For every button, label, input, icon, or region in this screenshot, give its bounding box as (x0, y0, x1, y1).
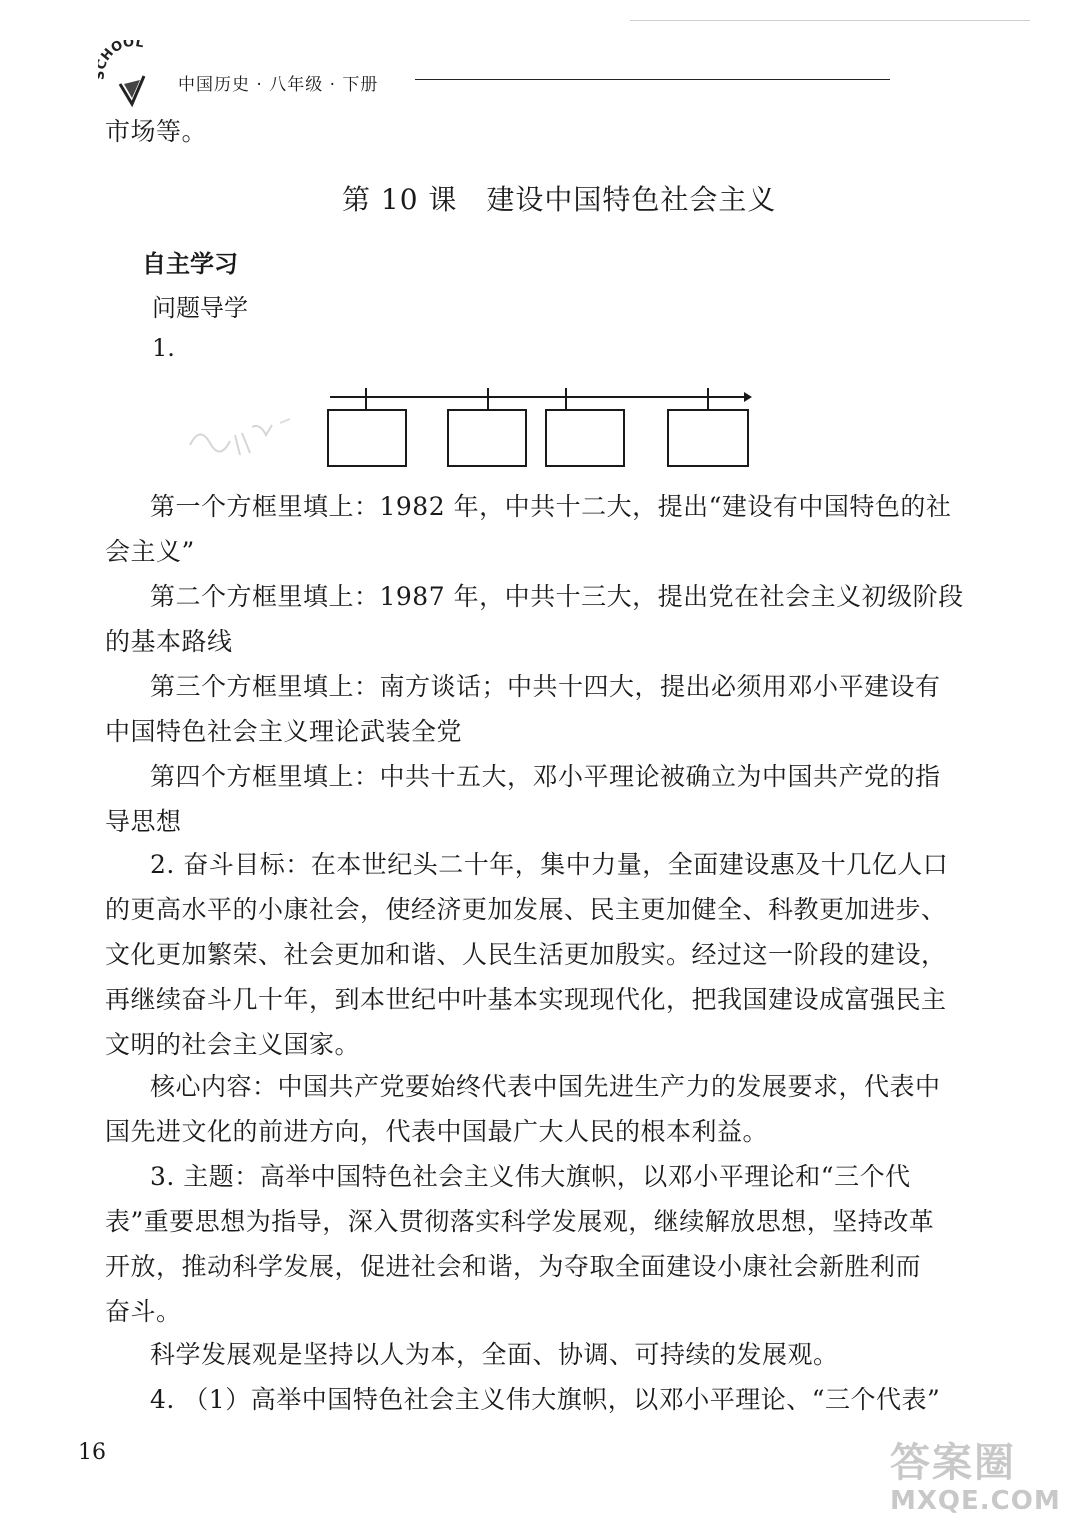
timeline-box-1 (328, 410, 406, 466)
timeline-box-2 (448, 410, 526, 466)
answer-1-line-1: 第一个方框里填上：1982 年，中共十二大，提出“建设有中国特色的社 (150, 492, 952, 521)
answer-4-line-2: 导思想 (105, 807, 182, 836)
question-3-line-1: 3. 主题：高举中国特色社会主义伟大旗帜，以邓小平理论和“三个代 (150, 1162, 911, 1191)
answer-3-line-1: 第三个方框里填上：南方谈话；中共十四大，提出必须用邓小平建设有 (150, 672, 941, 701)
scientific-development-line: 科学发展观是坚持以人为本，全面、协调、可持续的发展观。 (150, 1340, 839, 1369)
section-heading: 自主学习 (142, 250, 238, 278)
subsection-heading: 问题导学 (152, 294, 248, 322)
question-2-line-2: 的更高水平的小康社会，使经济更加发展、民主更加健全、科教更加进步、 (105, 895, 947, 924)
logo-text: HOOL (98, 40, 145, 64)
lesson-title: 第 10 课 建设中国特色社会主义 (342, 183, 777, 216)
timeline-arrowhead (744, 392, 752, 402)
top-faint-rule (630, 20, 1030, 21)
core-content-line-1: 核心内容：中国共产党要始终代表中国先进生产力的发展要求，代表中 (150, 1072, 941, 1101)
question-1-label: 1. (152, 334, 175, 362)
school-logo-icon (98, 40, 168, 110)
continuation-line: 市场等。 (105, 117, 208, 146)
watermark (890, 1440, 1060, 1530)
question-2-line-1: 2. 奋斗目标：在本世纪头二十年，集中力量，全面建设惠及十几亿人口 (150, 850, 949, 879)
question-3-line-3: 开放，推动科学发展，促进社会和谐，为夺取全面建设小康社会新胜利而 (105, 1252, 922, 1281)
question-3-line-4: 奋斗。 (105, 1297, 182, 1326)
question-2-line-5: 文明的社会主义国家。 (105, 1030, 361, 1059)
school-logo (98, 40, 168, 110)
answer-3-line-2: 中国特色社会主义理论武装全党 (105, 717, 463, 746)
pencil-scribble (180, 405, 300, 465)
core-content-line-2: 国先进文化的前进方向，代表中国最广大人民的根本利益。 (105, 1117, 769, 1146)
answer-4-line-1: 第四个方框里填上：中共十五大，邓小平理论被确立为中国共产党的指 (150, 762, 941, 791)
question-2-line-3: 文化更加繁荣、社会更加和谐、人民生活更加殷实。经过这一阶段的建设， (105, 940, 947, 969)
question-4-line-1: 4. （1）高举中国特色社会主义伟大旗帜，以邓小平理论、“三个代表” (150, 1385, 941, 1414)
header-rule (415, 79, 890, 80)
watermark-bottom: MXQE.COM (890, 1486, 1061, 1516)
answer-2-line-1: 第二个方框里填上：1987 年，中共十三大，提出党在社会主义初级阶段 (150, 582, 964, 611)
header-title: 中国历史 · 八年级 · 下册 (178, 75, 379, 95)
timeline-box-4 (668, 410, 748, 466)
timeline-box-3 (546, 410, 624, 466)
timeline-diagram (300, 380, 770, 480)
answer-1-line-2: 会主义” (105, 537, 195, 566)
question-2-line-4: 再继续奋斗几十年，到本世纪中叶基本实现现代化，把我国建设成富强民主 (105, 985, 947, 1014)
question-3-line-2: 表”重要思想为指导，深入贯彻落实科学发展观，继续解放思想，坚持改革 (105, 1207, 935, 1236)
watermark-top: 答案圈 (890, 1440, 1016, 1486)
svg-text:SCHOOL (98, 40, 145, 80)
page-number: 16 (78, 1440, 106, 1465)
answer-2-line-2: 的基本路线 (105, 627, 233, 656)
